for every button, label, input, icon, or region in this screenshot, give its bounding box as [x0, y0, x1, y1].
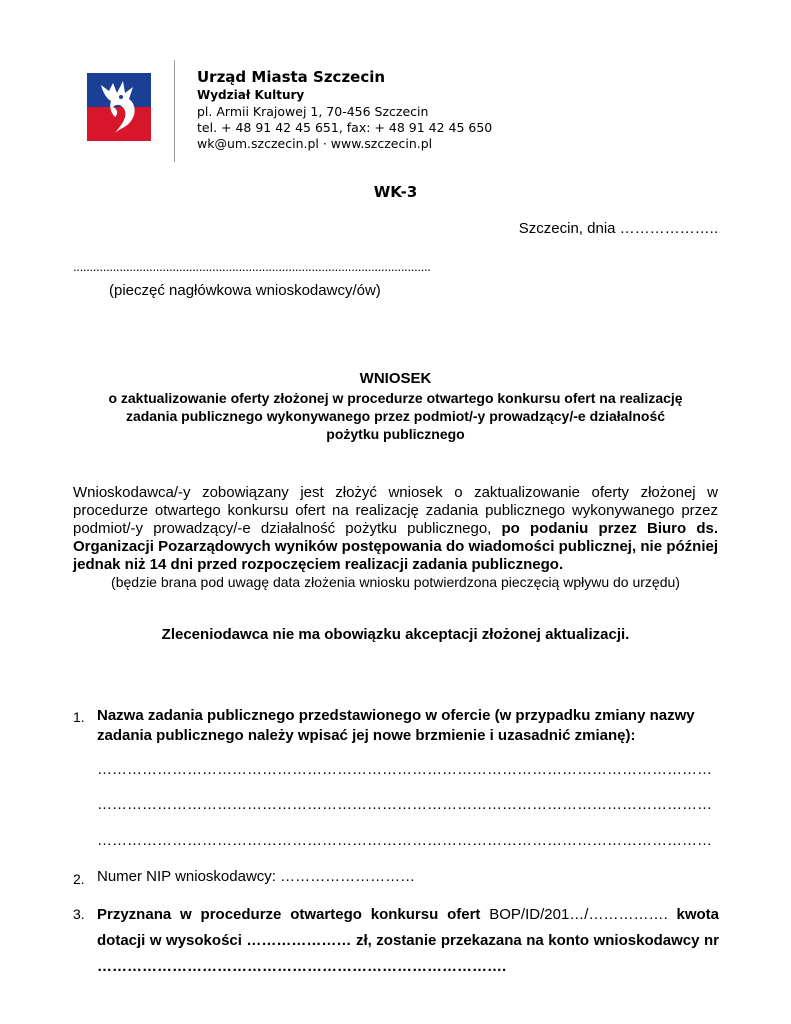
title-line-3: zadania publicznego wykonywanego przez podmiot/-y prowadzący/-e działalność: [125, 408, 666, 424]
disclaimer: Zleceniodawca nie ma obowiązku akceptacji złożonej aktualizacji.: [161, 626, 630, 643]
org-name: Urząd Miasta Szczecin: [197, 68, 386, 86]
item-1-answer-line-1[interactable]: ……………………………………………………………………………………………………………: [97, 761, 712, 778]
item-3-grant-field[interactable]: [97, 902, 719, 980]
intro-text: Wnioskodawca/-y zobowiązany jest złożyć wniosek o zaktualizowanie oferty złożonej w procedurze otwartego konkursu ofert na realizację zadania publicznego wykonywanego przez podmiot/-y prowadzący/-e działalność pożytku publicznego,: [73, 484, 718, 537]
address: pl. Armii Krajowej 1, 70-456 Szczecin: [197, 104, 429, 119]
intro-paragraph: [73, 484, 718, 574]
intro-text-bold: po podaniu przez Biuro ds. Organizacji Pozarządowych wyników postępowania do wiadomości publicznej, nie później jednak niż 14 dni przed rozpoczęciem realizacji zadania publicznego.: [73, 520, 718, 573]
item-1-label: Nazwa zadania publicznego przedstawionego w ofercie (w przypadku zmiany nazwy zadania publicznego należy wpisać jej nowe brzmienie i uzasadnić zmianę):: [97, 707, 695, 744]
logo-red-field: [87, 107, 151, 141]
email-website: wk@um.szczecin.pl · www.szczecin.pl: [197, 136, 433, 151]
intro-note: (będzie brana pod uwagę data złożenia wniosku potwierdzona pieczęcią wpływu do urzędu): [111, 574, 680, 590]
item-3-number: 3.: [73, 906, 85, 922]
item-3-bold-end: kwota dotacji w wysokości ………………… zł, zostanie przekazana na konto wnioskodawcy nr ……………………………………………………………………….: [97, 906, 719, 975]
item-1-answer-line-2[interactable]: ……………………………………………………………………………………………………………: [97, 796, 712, 813]
title-line-4: pożytku publicznego: [326, 426, 465, 442]
item-1-answer-line-3[interactable]: ……………………………………………………………………………………………………………: [97, 832, 712, 849]
title-heading: WNIOSEK: [359, 370, 432, 387]
header-divider: [174, 60, 175, 162]
item-1-number: 1.: [73, 709, 85, 725]
item-3-bold-start: Przyznana w procedurze otwartego konkursu ofert: [97, 906, 481, 923]
stamp-label: (pieczęć nagłówkowa wnioskodawcy/ów): [109, 282, 381, 299]
phone-fax: tel. + 48 91 42 45 651, fax: + 48 91 42 45 650: [197, 120, 493, 135]
department-name: Wydział Kultury: [197, 88, 305, 102]
title-line-2: o zaktualizowanie oferty złożonej w procedurze otwartego konkursu ofert na realizację: [108, 390, 683, 406]
item-3-reference: BOP/ID/201…/…………….: [480, 906, 677, 923]
item-2-nip-field[interactable]: Numer NIP wnioskodawcy: ………………………: [97, 868, 416, 885]
szczecin-logo: [87, 73, 151, 141]
item-2-number: 2.: [73, 871, 85, 887]
stamp-dotted-line[interactable]: ............................................................................................................: [73, 259, 431, 274]
place-date-field[interactable]: Szczecin, dnia ………………..: [518, 220, 718, 237]
form-code: WK-3: [373, 183, 418, 201]
